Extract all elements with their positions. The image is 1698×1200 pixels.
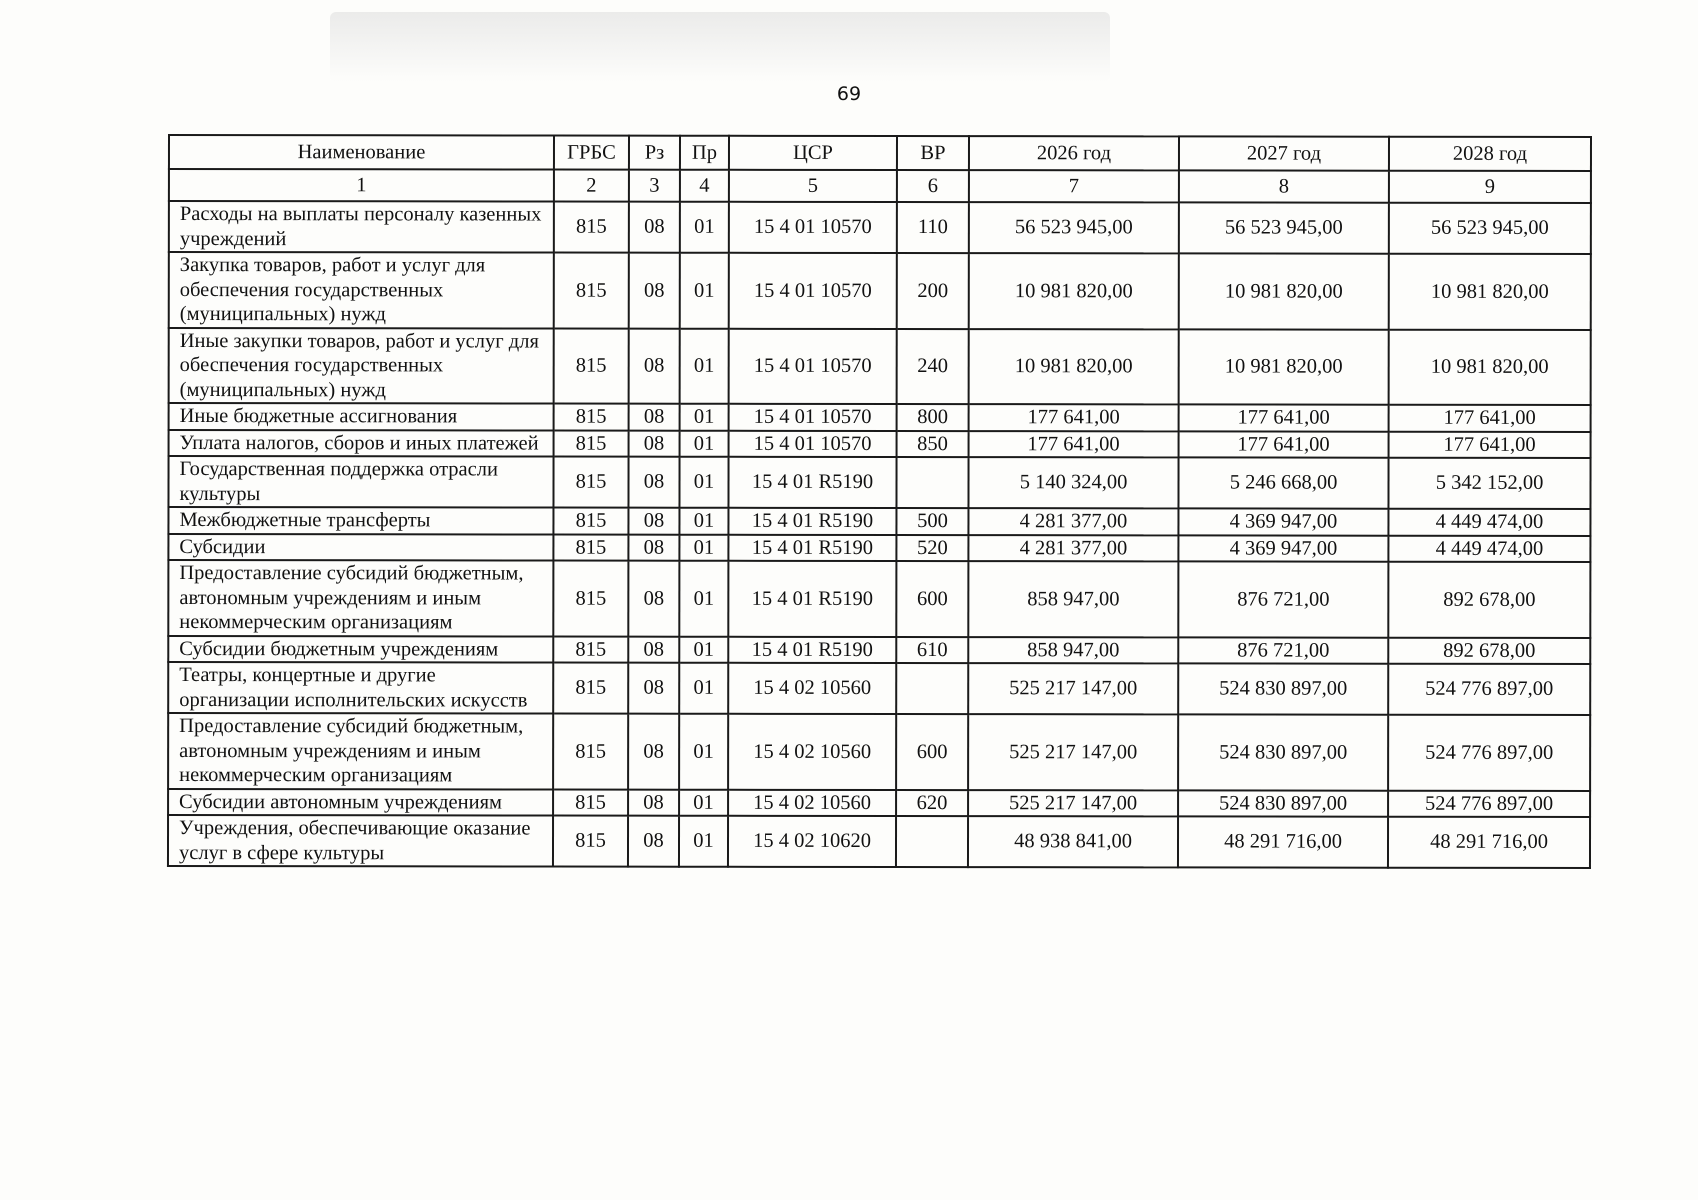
pr-cell: 01 [679,457,728,508]
pr-cell: 01 [679,663,728,714]
csr-cell: 15 4 01 R5190 [728,636,896,663]
amount-2027-cell: 177 641,00 [1179,431,1389,458]
amount-2027-cell: 48 291 716,00 [1178,816,1388,867]
grbs-cell: 815 [554,253,629,329]
amount-2026-cell: 525 217 147,00 [968,663,1178,714]
grbs-cell: 815 [553,816,628,867]
vr-cell: 500 [896,508,968,535]
column-number-cell: 1 [169,169,554,202]
column-number-cell: 4 [680,170,729,202]
grbs-cell: 815 [553,636,628,663]
rz-cell: 08 [628,714,679,790]
amount-2026-cell: 48 938 841,00 [968,816,1178,867]
grbs-cell: 815 [553,457,628,508]
amount-2028-cell: 4 449 474,00 [1388,509,1590,536]
pr-cell: 01 [680,328,729,404]
pr-cell: 01 [679,508,728,535]
vr-cell: 850 [897,431,969,458]
pr-cell: 01 [680,430,729,457]
rz-cell: 08 [628,561,679,637]
name-cell: Субсидии бюджетным учреждениям [168,636,553,663]
amount-2026-cell: 525 217 147,00 [968,714,1178,790]
amount-2028-cell: 10 981 820,00 [1389,254,1591,330]
amount-2028-cell: 10 981 820,00 [1389,329,1591,405]
header-cell: ВР [897,136,969,170]
name-cell: Предоставление субсидий бюджетным, автономным учреждениям и иным некоммерческим организациям [168,560,553,636]
table-row [169,403,1591,431]
name-cell: Уплата налогов, сборов и иных платежей [169,430,554,457]
name-cell: Межбюджетные трансферты [168,507,553,534]
grbs-cell: 815 [554,328,629,404]
grbs-cell: 815 [553,508,628,535]
amount-2026-cell: 56 523 945,00 [969,202,1179,253]
name-cell: Предоставление субсидий бюджетным, автономным учреждениям и иным некоммерческим организациям [168,713,553,789]
grbs-cell: 815 [554,404,629,431]
amount-2027-cell: 56 523 945,00 [1179,202,1389,253]
name-cell: Государственная поддержка отрасли культуры [168,456,553,508]
csr-cell: 15 4 01 R5190 [728,508,896,535]
vr-cell: 620 [896,790,968,817]
name-cell: Учреждения, обеспечивающие оказание услуг в сфере культуры [168,815,553,867]
csr-cell: 15 4 02 10560 [728,789,896,816]
column-number-cell: 6 [897,170,969,202]
budget-table [167,134,1592,869]
grbs-cell: 815 [553,789,628,816]
amount-2027-cell: 524 830 897,00 [1178,714,1388,790]
name-cell: Театры, концертные и другие организации исполнительских искусств [168,662,553,714]
amount-2028-cell: 177 641,00 [1389,431,1591,458]
csr-cell: 15 4 01 10570 [729,430,897,457]
pr-cell: 01 [680,253,729,329]
header-cell: ГРБС [554,136,629,170]
vr-cell: 600 [896,714,968,790]
grbs-cell: 815 [553,534,628,561]
amount-2027-cell: 5 246 668,00 [1178,457,1388,508]
vr-cell: 520 [896,535,968,562]
amount-2027-cell: 10 981 820,00 [1179,253,1389,329]
amount-2027-cell: 876 721,00 [1178,637,1388,664]
grbs-cell: 815 [553,561,628,637]
pr-cell: 01 [680,404,729,431]
amount-2028-cell: 524 776 897,00 [1388,715,1590,791]
column-number-cell: 9 [1389,171,1591,203]
amount-2027-cell: 4 369 947,00 [1178,535,1388,562]
name-cell: Субсидии [168,534,553,561]
pr-cell: 01 [679,714,728,790]
amount-2027-cell: 524 830 897,00 [1178,663,1388,714]
csr-cell: 15 4 01 10570 [729,202,897,253]
header-cell: ЦСР [729,136,897,170]
csr-cell: 15 4 01 10570 [729,253,897,329]
amount-2028-cell: 892 678,00 [1388,562,1590,638]
amount-2026-cell: 4 281 377,00 [968,508,1178,535]
amount-2026-cell: 10 981 820,00 [969,253,1179,329]
amount-2027-cell: 4 369 947,00 [1178,508,1388,535]
vr-cell: 600 [896,561,968,637]
rz-cell: 08 [628,508,679,535]
rz-cell: 08 [629,404,680,431]
table-row [169,201,1591,254]
vr-cell: 800 [897,404,969,431]
table-row [168,815,1590,868]
amount-2028-cell: 177 641,00 [1389,405,1591,432]
header-row [169,135,1591,171]
csr-cell: 15 4 01 R5190 [728,457,896,508]
grbs-cell: 815 [554,430,629,457]
header-cell: Наименование [169,135,554,170]
rz-cell: 08 [628,534,679,561]
amount-2027-cell: 524 830 897,00 [1178,790,1388,817]
column-number-cell: 3 [629,170,680,202]
amount-2026-cell: 177 641,00 [969,431,1179,458]
name-cell: Иные закупки товаров, работ и услуг для обеспечения государственных (муниципальных) нужд [169,328,554,404]
amount-2027-cell: 876 721,00 [1178,561,1388,637]
pr-cell: 01 [679,561,728,637]
amount-2026-cell: 525 217 147,00 [968,790,1178,817]
rz-cell: 08 [628,816,679,867]
pr-cell: 01 [680,202,729,253]
column-number-cell: 8 [1179,170,1389,202]
amount-2028-cell: 524 776 897,00 [1388,790,1590,817]
csr-cell: 15 4 01 10570 [729,328,897,404]
amount-2028-cell: 48 291 716,00 [1388,817,1590,868]
vr-cell: 240 [897,329,969,405]
table-row [168,560,1590,637]
rz-cell: 08 [628,789,679,816]
table-body [168,201,1591,868]
pr-cell: 01 [679,816,728,867]
grbs-cell: 815 [553,663,628,714]
rz-cell: 08 [628,457,679,508]
grbs-cell: 815 [553,714,628,790]
amount-2027-cell: 10 981 820,00 [1179,329,1389,405]
csr-cell: 15 4 01 10570 [729,404,897,431]
table-row [168,789,1590,817]
table-row [169,328,1591,405]
amount-2026-cell: 5 140 324,00 [968,457,1178,508]
column-number-cell: 7 [969,170,1179,202]
rz-cell: 08 [629,202,680,253]
vr-cell: 200 [897,253,969,329]
rz-cell: 08 [629,328,680,404]
column-number-row [169,169,1591,203]
table-row [168,636,1590,664]
vr-cell: 610 [896,637,968,664]
table-row [168,713,1590,790]
scan-shading [330,12,1110,82]
table-row [168,456,1590,509]
rz-cell: 08 [629,253,680,329]
amount-2028-cell: 56 523 945,00 [1389,203,1591,254]
name-cell: Иные бюджетные ассигнования [169,403,554,430]
amount-2026-cell: 4 281 377,00 [968,535,1178,562]
vr-cell [896,816,968,867]
column-number-cell: 5 [729,170,897,202]
amount-2028-cell: 5 342 152,00 [1388,458,1590,509]
name-cell: Закупка товаров, работ и услуг для обеспечения государственных (муниципальных) нужд [169,252,554,328]
csr-cell: 15 4 02 10560 [728,714,896,790]
column-number-cell: 2 [554,170,629,202]
table-row [169,430,1591,458]
header-cell: Пр [680,136,729,170]
amount-2028-cell: 4 449 474,00 [1388,535,1590,562]
vr-cell [896,663,968,714]
pr-cell: 01 [679,789,728,816]
vr-cell [896,457,968,508]
csr-cell: 15 4 02 10560 [728,663,896,714]
csr-cell: 15 4 01 R5190 [728,561,896,637]
vr-cell: 110 [897,202,969,253]
header-cell: 2026 год [969,136,1179,170]
amount-2026-cell: 10 981 820,00 [969,329,1179,405]
page-number: 69 [836,83,862,105]
csr-cell: 15 4 01 R5190 [728,534,896,561]
rz-cell: 08 [629,430,680,457]
pr-cell: 01 [679,636,728,663]
header-cell: 2028 год [1389,137,1591,171]
rz-cell: 08 [628,636,679,663]
pr-cell: 01 [679,534,728,561]
amount-2028-cell: 892 678,00 [1388,637,1590,664]
table-row [169,252,1591,329]
grbs-cell: 815 [554,202,629,253]
amount-2026-cell: 858 947,00 [968,637,1178,664]
table-row [168,662,1590,715]
header-cell: Рз [629,136,680,170]
csr-cell: 15 4 02 10620 [728,816,896,867]
amount-2026-cell: 858 947,00 [968,561,1178,637]
table-row [168,534,1590,562]
rz-cell: 08 [628,663,679,714]
name-cell: Расходы на выплаты персоналу казенных учреждений [169,201,554,253]
table-row [168,507,1590,535]
header-cell: 2027 год [1179,136,1389,170]
name-cell: Субсидии автономным учреждениям [168,789,553,816]
amount-2027-cell: 177 641,00 [1179,404,1389,431]
amount-2028-cell: 524 776 897,00 [1388,664,1590,715]
amount-2026-cell: 177 641,00 [969,404,1179,431]
